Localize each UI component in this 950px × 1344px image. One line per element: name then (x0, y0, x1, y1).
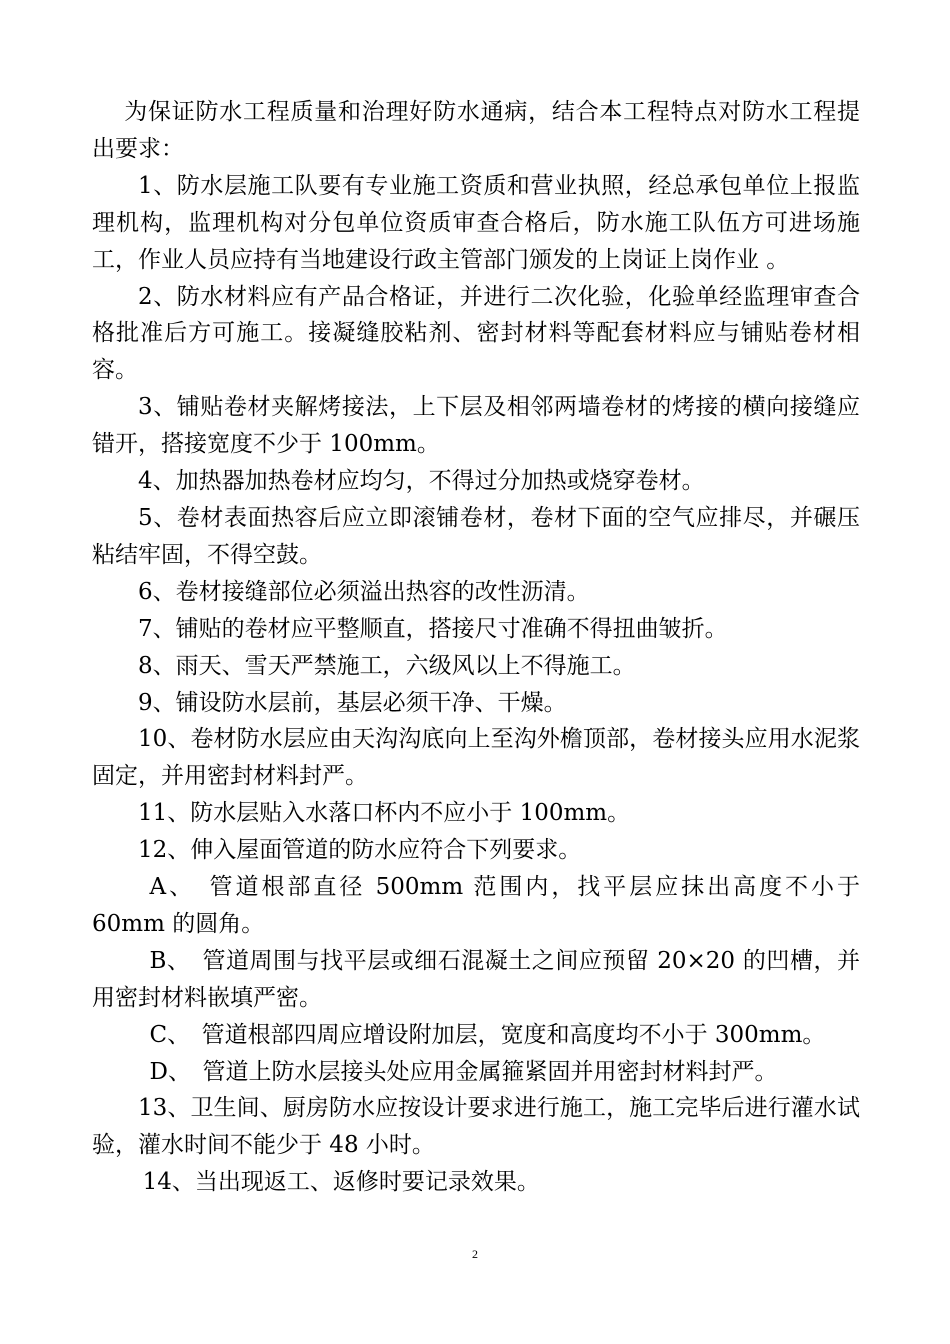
intro-paragraph: 为保证防水工程质量和治理好防水通病，结合本工程特点对防水工程提出要求： (92, 99, 860, 162)
requirement-11: 11、防水层贴入水落口杯内不应小于 100mm。 (138, 800, 631, 827)
requirement-12-b: B、 管道周围与找平层或细石混凝土之间应预留 20×20 的凹槽，并用密封材料嵌填严密。 (92, 947, 860, 1011)
requirement-2: 2、防水材料应有产品合格证，并进行二次化验，化验单经监理审查合格批准后方可施工。接凝缝胶粘剂、密封材料等配套材料应与铺贴卷材相容。 (92, 283, 860, 384)
requirement-12: 12、伸入屋面管道的防水应符合下列要求。 (138, 837, 582, 864)
requirement-8: 8、雨天、雪天严禁施工，六级风以上不得施工。 (138, 652, 636, 679)
document-body (92, 94, 860, 1201)
requirement-1: 1、防水层施工队要有专业施工资质和营业执照，经总承包单位上报监理机构，监理机构对分包单位资质审查合格后，防水施工队伍方可进场施工，作业人员应持有当地建设行政主管部门颁发的上岗证上岗作业 。 (92, 172, 860, 273)
requirement-5: 5、卷材表面热容后应立即滚铺卷材，卷材下面的空气应排尽，并碾压粘结牢固，不得空鼓。 (92, 504, 860, 568)
requirement-10: 10、卷材防水层应由天沟沟底向上至沟外檐顶部，卷材接头应用水泥浆固定，并用密封材料封严。 (92, 726, 860, 790)
requirement-14: 14、当出现返工、返修时要记录效果。 (142, 1169, 540, 1196)
requirement-12-d: D、 管道上防水层接头处应用金属箍紧固并用密封材料封严。 (149, 1058, 778, 1085)
requirement-13: 13、卫生间、厨房防水应按设计要求进行施工，施工完毕后进行灌水试验，灌水时间不能少于 48 小时。 (92, 1095, 860, 1159)
requirement-4: 4、加热器加热卷材应均匀，不得过分加热或烧穿卷材。 (138, 468, 705, 495)
requirement-3: 3、铺贴卷材夹解烤接法，上下层及相邻两墙卷材的烤接的横向接缝应错开，搭接宽度不少于 100mm。 (92, 394, 860, 458)
requirement-12-a: A、 管道根部直径 500mm 范围内，找平层应抹出高度不小于 60mm 的圆角。 (92, 874, 860, 937)
requirement-6: 6、卷材接缝部位必须溢出热容的改性沥清。 (138, 578, 590, 605)
requirement-9: 9、铺设防水层前，基层必须干净、干燥。 (138, 689, 567, 716)
page-number: 2 (472, 1247, 478, 1261)
requirement-12-c: C、 管道根部四周应增设附加层，宽度和高度均不小于 300mm。 (149, 1021, 826, 1048)
requirement-7: 7、铺贴的卷材应平整顺直，搭接尺寸准确不得扭曲皱折。 (138, 615, 728, 642)
